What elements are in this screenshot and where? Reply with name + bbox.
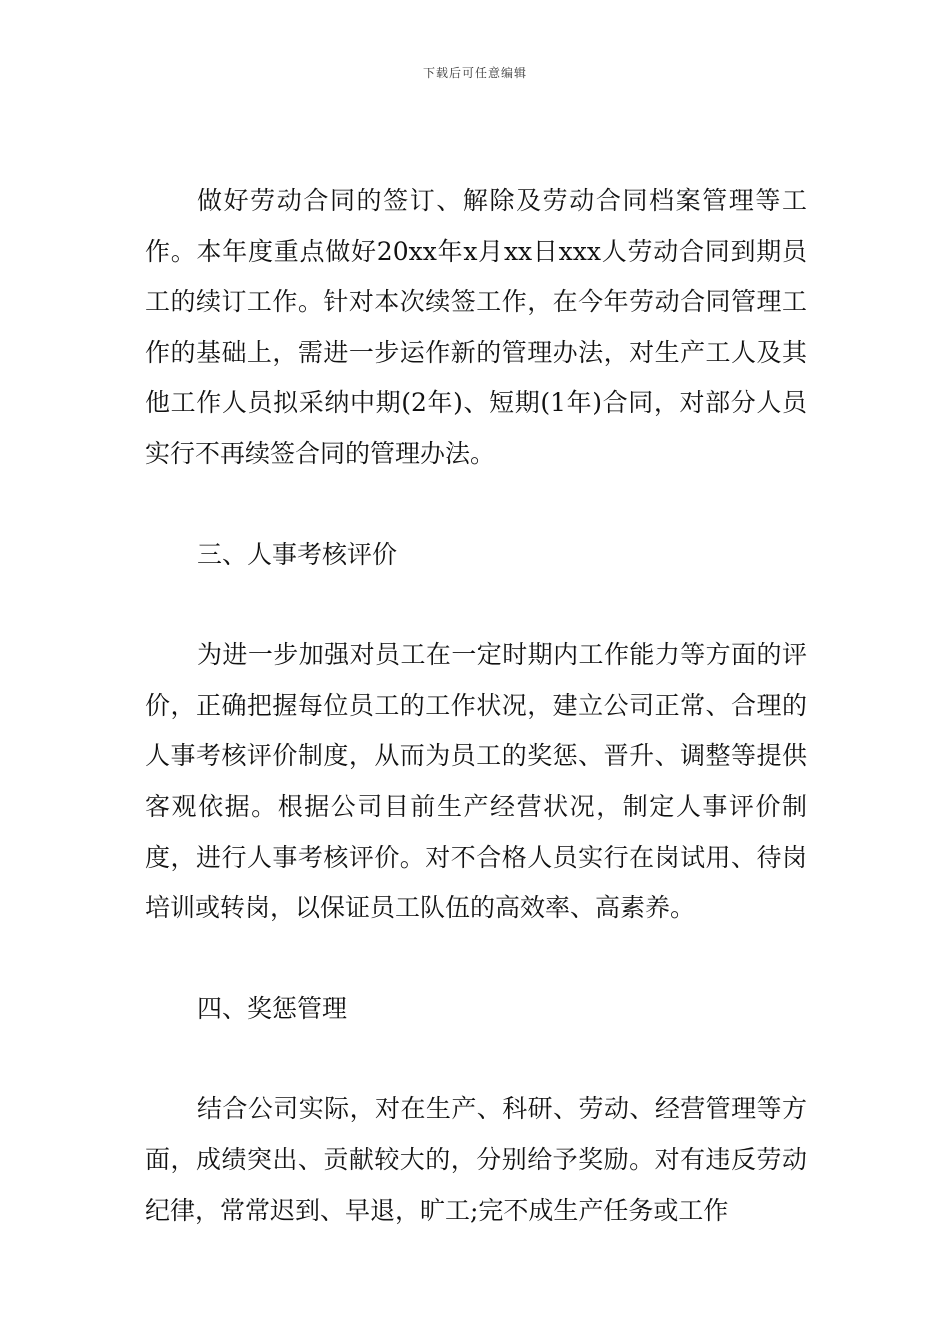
paragraph-gap [145, 580, 807, 630]
paragraph-gap [145, 1034, 807, 1084]
header-note: 下载后可任意编辑 [422, 66, 527, 80]
section-heading-personnel-evaluation: 三、人事考核评价 [197, 539, 398, 569]
section-heading-rewards-penalties: 四、奖惩管理 [197, 993, 348, 1023]
paragraph-gap [145, 934, 807, 984]
paragraph-personnel-evaluation: 为进一步加强对员工在一定时期内工作能力等方面的评价，正确把握每位员工的工作状况，建立公司正常、合理的人事考核评价制度，从而为员工的奖惩、晋升、调整等提供客观依据。根据公司目前生产经营状况，制定人事评价制度，进行人事考核评价。对不合格人员实行在岗试用、待岗培训或转岗，以保证员工队伍的高效率、高素养。 [145, 640, 807, 923]
paragraph-gap [145, 480, 807, 530]
document-body [145, 176, 807, 1236]
paragraph-rewards-penalties: 结合公司实际，对在生产、科研、劳动、经营管理等方面，成绩突出、贡献较大的，分别给予奖励。对有违反劳动纪律，常常迟到、早退，旷工;完不成生产任务或工作 [145, 1094, 807, 1225]
paragraph-labor-contracts: 做好劳动合同的签订、解除及劳动合同档案管理等工作。本年度重点做好20xx年x月xx日xxx人劳动合同到期员工的续订工作。针对本次续签工作，在今年劳动合同管理工作的基础上，需进一步运作新的管理办法，对生产工人及其他工作人员拟采纳中期(2年)、短期(1年)合同，对部分人员实行不再续签合同的管理办法。 [145, 186, 807, 468]
